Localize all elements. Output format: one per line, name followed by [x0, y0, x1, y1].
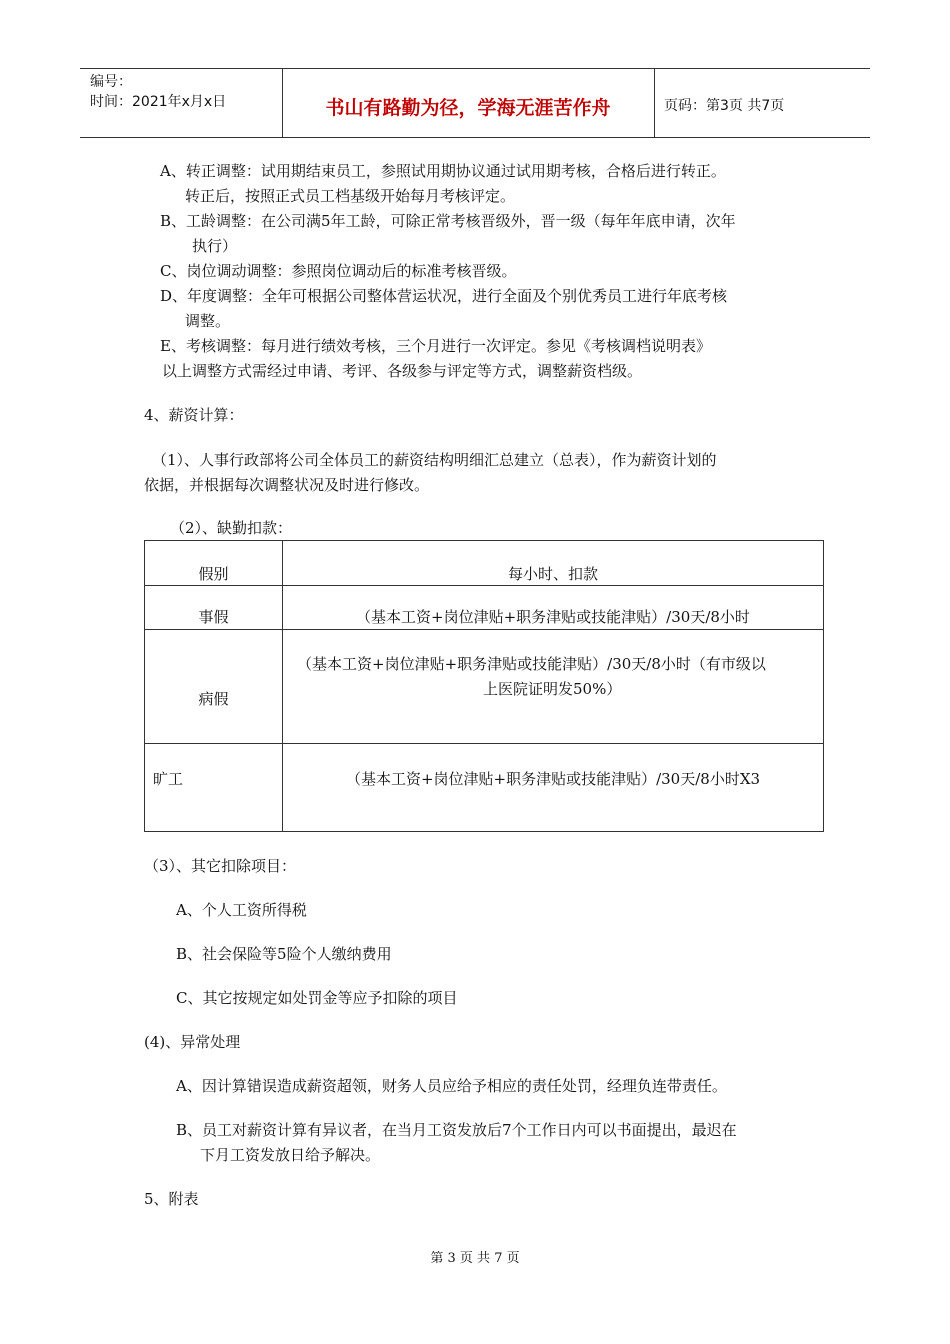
leave-formula: （基本工资+岗位津贴+职务津贴或技能津贴）/30天/8小时X3 [345, 770, 761, 788]
table-cell [283, 586, 824, 630]
table-row [145, 744, 824, 832]
table-cell [283, 630, 824, 744]
table-row [145, 586, 824, 630]
leave-formula: （基本工资+岗位津贴+职务津贴或技能津贴）/30天/8小时 [356, 608, 750, 626]
section4-p1-line2: 依据，并根据每次调整状况及时进行修改。 [144, 476, 430, 494]
table-cell [145, 586, 283, 630]
table-row [145, 630, 824, 744]
leave-formula: （基本工资+岗位津贴+职务津贴或技能津贴）/30天/8小时（有市级以 [297, 655, 766, 673]
header-page-label: 页码：第3页 共7页 [664, 98, 785, 114]
section3-title: （3）、其它扣除项目： [144, 857, 297, 875]
adjust-e: E、考核调整：每月进行绩效考核，三个月进行一次评定。参见《考核调档说明表》 [160, 337, 711, 355]
adjust-a-line1: A、转正调整：试用期结束员工，参照试用期协议通过试用期考核，合格后进行转正。 [160, 162, 726, 180]
table-cell [145, 744, 283, 832]
abnormal-title: (4)、异常处理 [144, 1033, 241, 1051]
leave-type: 事假 [198, 608, 229, 626]
leave-type: 病假 [198, 690, 229, 708]
table-header-deduct: 每小时、扣款 [507, 565, 598, 583]
adjust-b-line1: B、工龄调整：在公司满5年工龄，可除正常考核晋级外，晋一级（每年年底申请，次年 [160, 212, 736, 230]
document-date-label: 时间：2021年x月x日 [90, 94, 227, 110]
adjust-c: C、岗位调动调整：参照岗位调动后的标准考核晋级。 [160, 262, 517, 280]
section4-p2-title: （2）、缺勤扣款： [170, 519, 293, 537]
table-cell [145, 630, 283, 744]
section3-item: A、个人工资所得税 [176, 901, 307, 919]
table-cell [283, 744, 824, 832]
table-header-cell [145, 541, 283, 586]
adjust-a-line2: 转正后，按照正式员工档基级开始每月考核评定。 [185, 187, 516, 205]
header-meta-cell [80, 69, 283, 137]
section3-item: B、社会保险等5险个人缴纳费用 [176, 945, 392, 963]
adjust-summary: 以上调整方式需经过申请、考评、各级参与评定等方式，调整薪资档级。 [162, 362, 643, 380]
section5-title: 5、附表 [144, 1190, 199, 1208]
adjust-d-line2: 调整。 [185, 312, 231, 330]
adjust-b-line2: 执行） [192, 237, 238, 255]
table-header-cell [283, 541, 824, 586]
header-motto: 书山有路勤为径，学海无涯苦作舟 [325, 97, 611, 119]
abnormal-a: A、因计算错误造成薪资超领，财务人员应给予相应的责任处罚，经理负连带责任。 [176, 1077, 727, 1095]
document-number-label: 编号： [90, 74, 132, 90]
document-header [80, 68, 870, 138]
adjust-d-line1: D、年度调整：全年可根据公司整体营运状况，进行全面及个别优秀员工进行年底考核 [160, 287, 728, 305]
leave-deduction-table [144, 540, 824, 832]
table-header-row [145, 541, 824, 586]
page-footer: 第 3 页 共 7 页 [430, 1251, 520, 1266]
section4-title: 4、薪资计算： [144, 406, 244, 424]
abnormal-b-line2: 下月工资发放日给予解决。 [200, 1146, 381, 1164]
section4-p1-line1: （1）、人事行政部将公司全体员工的薪资结构明细汇总建立（总表），作为薪资计划的 [152, 451, 717, 469]
table-header-type: 假别 [198, 565, 229, 583]
header-motto-cell [282, 69, 655, 137]
leave-type: 旷工 [153, 770, 184, 788]
header-page-cell [654, 69, 870, 137]
section3-item: C、其它按规定如处罚金等应予扣除的项目 [176, 989, 458, 1007]
leave-formula-cont: 上医院证明发50%） [483, 680, 622, 698]
abnormal-b-line1: B、员工对薪资计算有异议者，在当月工资发放后7个工作日内可以书面提出，最迟在 [176, 1121, 737, 1139]
